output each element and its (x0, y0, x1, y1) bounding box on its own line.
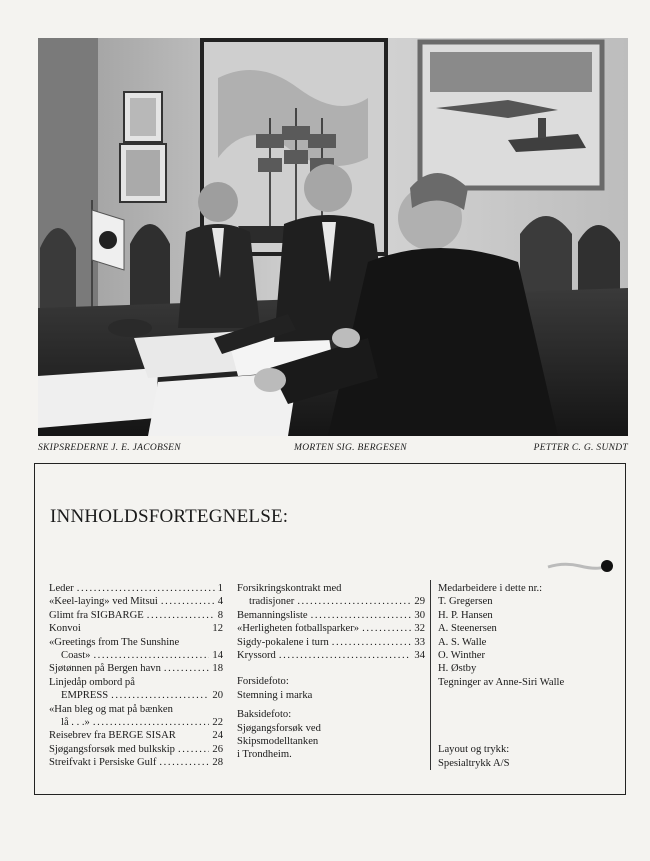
toc-entry: Coast» ..... 14 (49, 649, 223, 662)
front-photo-label: Forsidefoto: (237, 676, 289, 688)
toc-column-3 (438, 582, 618, 770)
toc-box (34, 463, 626, 795)
column-divider (430, 580, 431, 770)
toc-entry: Bemanningsliste ..... 30 (237, 609, 425, 622)
toc-column-2 (237, 582, 425, 762)
toc-entry: Sigdy-pokalene i turn ..... 33 (237, 636, 425, 649)
contributors-label: Medarbeidere i dette nr.: (438, 583, 543, 594)
ink-blot (546, 558, 614, 574)
photo-illustration (38, 38, 628, 436)
contributor: A. S. Walle (438, 636, 487, 648)
toc-entry: Konvoi 12 (49, 623, 223, 635)
back-photo-line: Skipsmodelltanken (237, 736, 319, 748)
toc-entry: «Keel-laying» ved Mitsui ..... 4 (49, 595, 223, 608)
contributor: H. Østby (438, 663, 477, 675)
caption-left: SKIPSREDERNE J. E. JACOBSEN (38, 443, 181, 453)
toc-column-1 (49, 582, 223, 770)
caption-middle: MORTEN SIG. BERGESEN (294, 443, 407, 453)
toc-entry: Streifvakt i Persiske Gulf ..... 28 (49, 756, 223, 769)
toc-entry: Leder ..... 1 (49, 582, 223, 595)
front-photo-text: Stemning i marka (237, 689, 313, 701)
contributor: T. Gregersen (438, 596, 493, 608)
contributor: O. Winther (438, 650, 486, 662)
toc-entry: Kryssord ..... 34 (237, 649, 425, 662)
caption-right: PETTER C. G. SUNDT (533, 443, 628, 453)
toc-entry: Glimt fra SIGBARGE ..... 8 (49, 609, 223, 622)
contributor: H. P. Hansen (438, 609, 493, 621)
toc-entry: «Greetings from The Sunshine (49, 636, 180, 648)
toc-title: INNHOLDSFORTEGNELSE: (50, 506, 289, 527)
toc-entry: Linjedåp ombord på (49, 676, 135, 688)
layout-value: Spesialtrykk A/S (438, 757, 510, 769)
back-photo-line: i Trondheim. (237, 749, 292, 761)
back-photo-label: Baksidefoto: (237, 709, 292, 721)
photo-captions (38, 443, 628, 457)
toc-entry: tradisjoner ..... 29 (237, 595, 425, 608)
toc-entry: Sjøtønnen på Bergen havn ..... 18 (49, 662, 223, 675)
contributor: Tegninger av Anne-Siri Walle (438, 676, 565, 688)
toc-entry: Sjøgangsforsøk med bulkskip ..... 26 (49, 743, 223, 756)
toc-entry: «Herligheten fotballsparker» ..... 32 (237, 622, 425, 635)
back-photo-line: Sjøgangsforsøk ved (237, 722, 321, 734)
toc-entry: Reisebrev fra BERGE SISAR 24 (49, 730, 223, 742)
toc-entry: Forsikringskontrakt med (237, 583, 342, 594)
layout-label: Layout og trykk: (438, 744, 510, 756)
cover-photo (38, 38, 628, 436)
toc-entry: «Han bleg og mat på bænken (49, 703, 173, 715)
toc-entry: EMPRESS ..... 20 (49, 689, 223, 702)
contributor: A. Steenersen (438, 623, 497, 635)
toc-entry: lå . . .» ..... 22 (49, 716, 223, 729)
